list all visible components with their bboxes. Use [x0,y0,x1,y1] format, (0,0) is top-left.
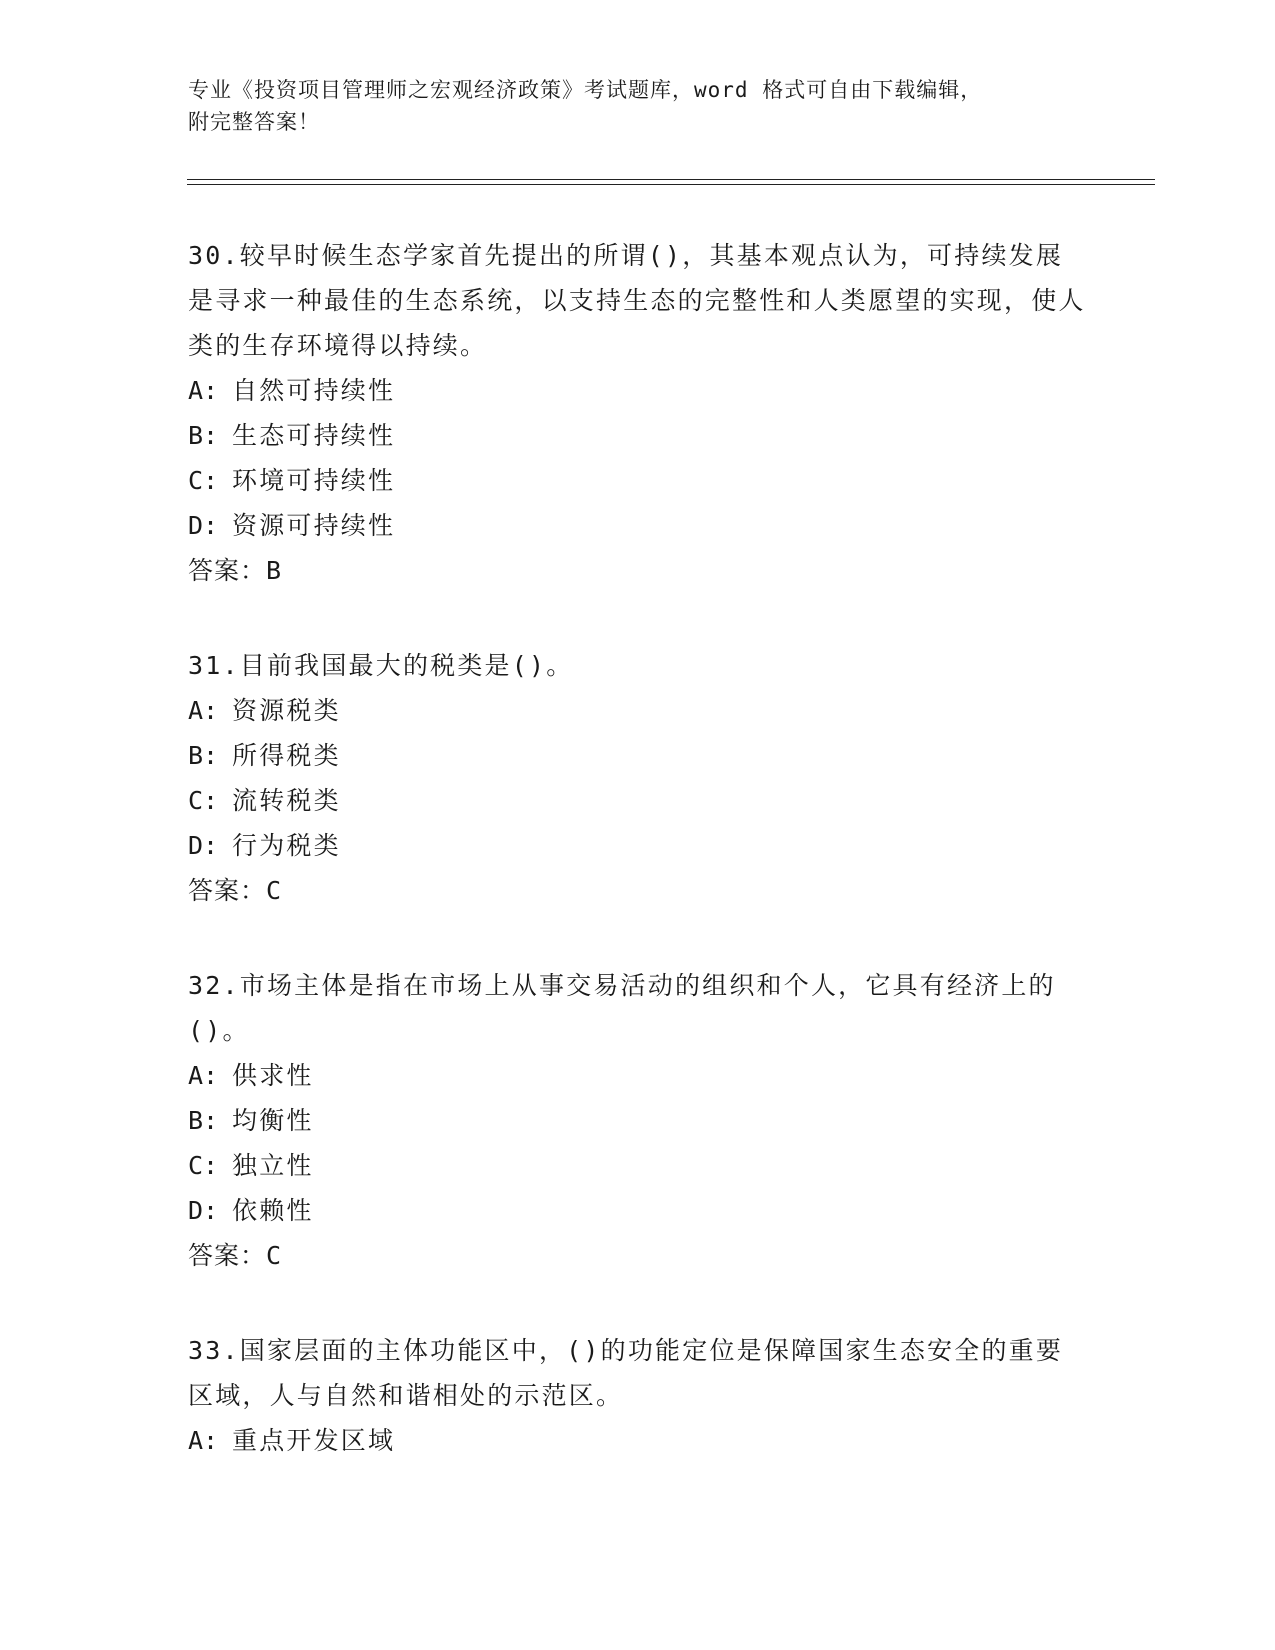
option-key: B: [188,421,219,450]
question-30 [188,233,1088,593]
header-line-1: 专业《投资项目管理师之宏观经济政策》考试题库，word 格式可自由下载编辑， [188,78,983,102]
answer-label: 答案： [188,876,267,905]
header-rule-top [187,179,1155,180]
option-d [188,1188,1088,1233]
option-text: 资源税类 [232,696,341,725]
option-key: A: [188,376,219,405]
option-key: A: [188,696,219,725]
page-header [188,74,1088,138]
option-d [188,503,1088,548]
option-key: C: [188,1151,219,1180]
option-b [188,1098,1088,1143]
option-a [188,688,1088,733]
option-c [188,778,1088,823]
question-stem: 31.目前我国最大的税类是()。 [188,651,574,680]
option-key: C: [188,786,219,815]
option-c [188,458,1088,503]
answer-value: C [266,876,283,905]
option-key: D: [188,831,219,860]
option-c [188,1143,1088,1188]
question-stem: 30.较早时候生态学家首先提出的所谓()，其基本观点认为，可持续发展是寻求一种最佳的生态系统，以支持生态的完整性和人类愿望的实现，使人类的生存环境得以持续。 [188,241,1086,360]
option-key: B: [188,741,219,770]
option-text: 环境可持续性 [232,466,396,495]
option-text: 自然可持续性 [232,376,396,405]
option-text: 重点开发区域 [232,1426,396,1455]
option-key: A: [188,1061,219,1090]
option-text: 供求性 [232,1061,314,1090]
answer-label: 答案： [188,556,267,585]
option-a [188,1418,1088,1463]
option-a [188,1053,1088,1098]
option-text: 生态可持续性 [232,421,396,450]
option-a [188,368,1088,413]
option-d [188,823,1088,868]
option-key: D: [188,1196,219,1225]
option-text: 资源可持续性 [232,511,396,540]
question-stem: 32.市场主体是指在市场上从事交易活动的组织和个人，它具有经济上的()。 [188,971,1056,1045]
option-text: 行为税类 [232,831,341,860]
option-text: 独立性 [232,1151,314,1180]
option-text: 依赖性 [232,1196,314,1225]
option-b [188,733,1088,778]
answer-value: B [266,556,283,585]
option-key: A: [188,1426,219,1455]
answer-value: C [266,1241,283,1270]
answer-line [188,868,1088,913]
question-31 [188,643,1088,913]
answer-label: 答案： [188,1241,267,1270]
header-rule-bottom [187,184,1155,185]
option-text: 所得税类 [232,741,341,770]
option-key: B: [188,1106,219,1135]
option-key: C: [188,466,219,495]
header-line-2: 附完整答案！ [188,110,320,134]
question-32 [188,963,1088,1278]
answer-line [188,548,1088,593]
option-text: 流转税类 [232,786,341,815]
option-b [188,413,1088,458]
answer-line [188,1233,1088,1278]
question-stem: 33.国家层面的主体功能区中，()的功能定位是保障国家生态安全的重要区域，人与自然和谐相处的示范区。 [188,1336,1064,1410]
option-text: 均衡性 [232,1106,314,1135]
question-33 [188,1328,1088,1463]
option-key: D: [188,511,219,540]
